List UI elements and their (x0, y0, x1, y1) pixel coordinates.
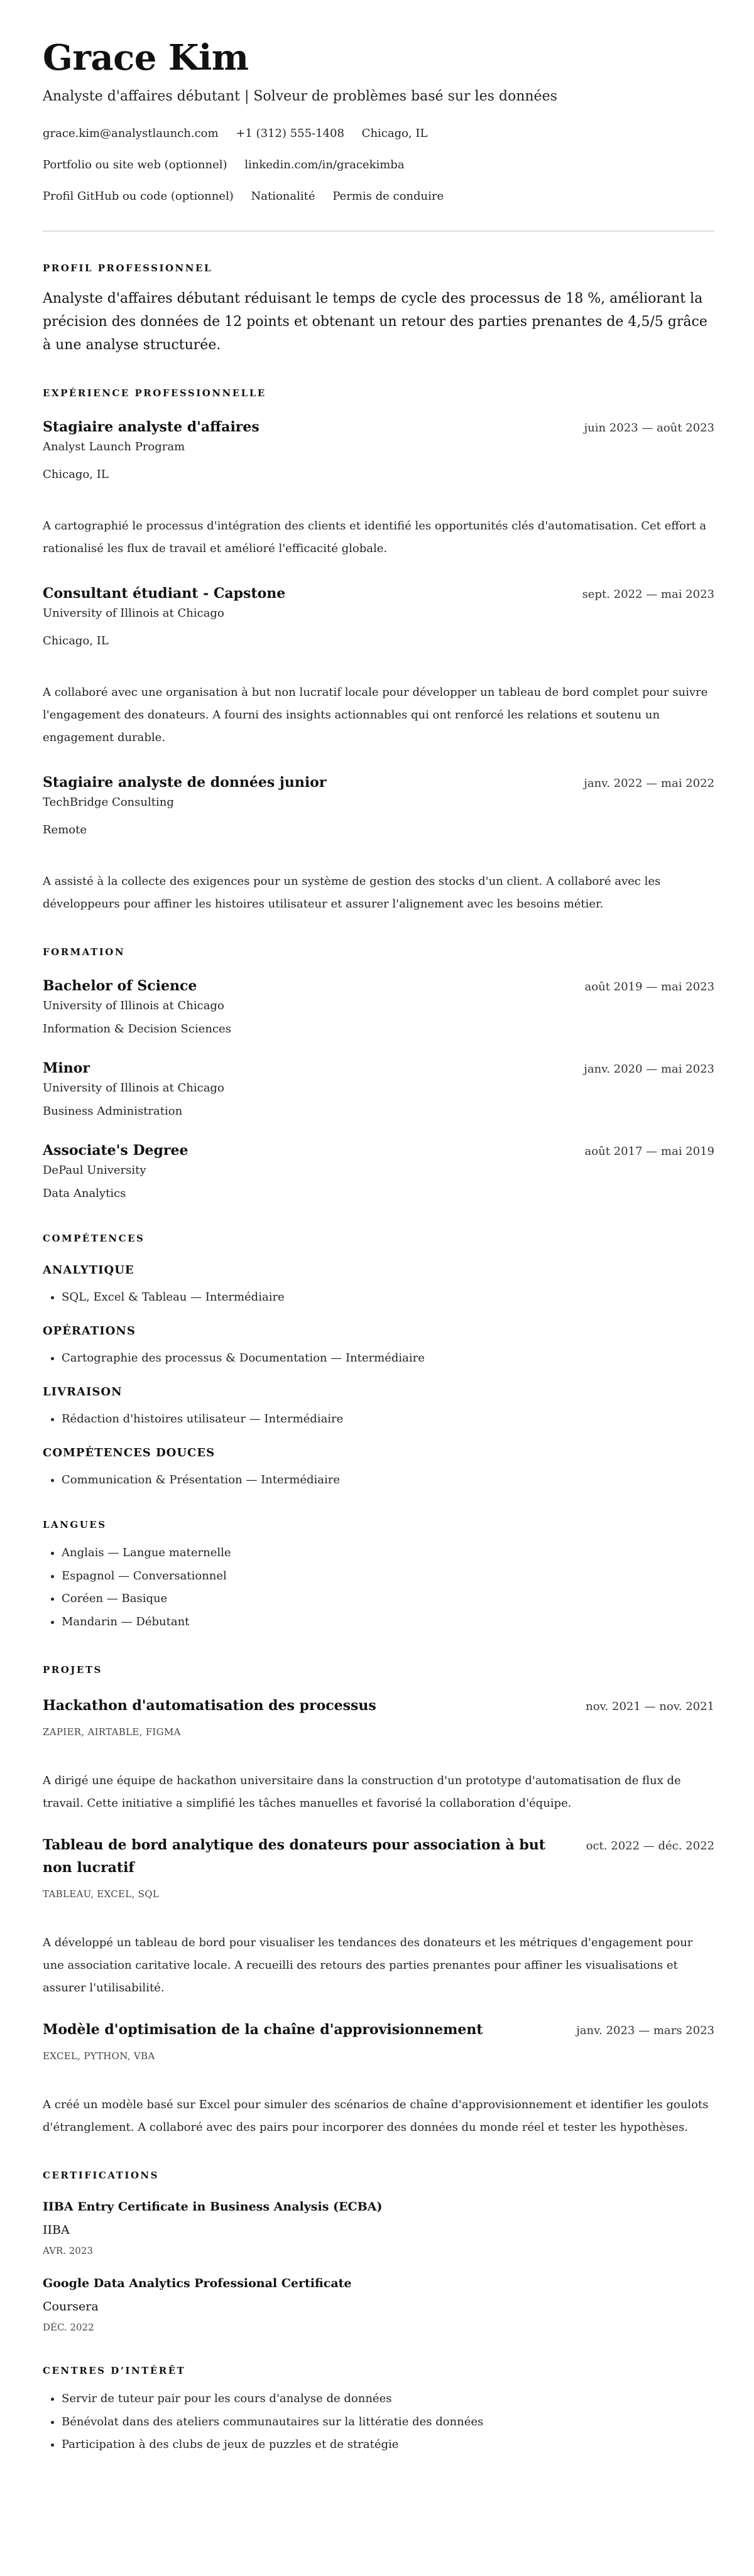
certification-entry (43, 2275, 714, 2334)
education-section (43, 946, 714, 1202)
contact-row (43, 149, 714, 181)
experience-section (43, 387, 714, 916)
certification-issuer: Coursera (43, 2300, 99, 2314)
certification-date: AVR. 2023 (43, 2245, 93, 2256)
project-dates: oct. 2022 — déc. 2022 (586, 1839, 714, 1853)
school: University of Illinois at Chicago (43, 1081, 224, 1095)
job-dates: sept. 2022 — mai 2023 (582, 588, 714, 601)
section-heading: EXPÉRIENCE PROFESSIONNELLE (43, 387, 266, 399)
skill-category: LIVRAISON (43, 1385, 123, 1399)
project-description: A créé un modèle basé sur Excel pour simuler des scénarios de chaîne d'approvisionnement et identifier les goulots d'étranglement. A collaboré avec des pairs pour incorporer des données du monde réel et tester les hypothèses. (43, 2098, 709, 2134)
education-dates: août 2017 — mai 2019 (584, 1145, 714, 1158)
degree: Minor (43, 1060, 90, 1076)
project-title: Tableau de bord analytique des donateurs pour association à but non lucratif (43, 1837, 545, 1876)
interest-item: • Bénévolat dans des ateliers communautaires sur la littératie des données (62, 2411, 714, 2434)
school: DePaul University (43, 1164, 146, 1177)
project-entry (43, 1834, 714, 2000)
linkedin-link: linkedin.com/in/gracekimba (244, 158, 405, 171)
certification-title: IIBA Entry Certificate in Business Analysis (ECBA) (43, 2200, 383, 2214)
skill-category: COMPÉTENCES DOUCES (43, 1446, 216, 1459)
interests-section (43, 2364, 714, 2457)
field-of-study: Business Administration (43, 1105, 183, 1118)
interest-item: • Participation à des clubs de jeux de puzzles et de stratégie (62, 2433, 714, 2457)
project-entry (43, 1694, 714, 1815)
drivers-license: Permis de conduire (332, 190, 444, 203)
project-dates: nov. 2021 — nov. 2021 (586, 1700, 714, 1713)
company: Analyst Launch Program (43, 440, 185, 453)
education-entry (43, 1141, 714, 1202)
language-item: • Mandarin — Débutant (62, 1611, 714, 1634)
header-divider (43, 230, 714, 232)
job-location: Chicago, IL (43, 634, 109, 647)
location: Chicago, IL (361, 127, 428, 140)
skill-item: • Communication & Présentation — Intermédiaire (62, 1472, 714, 1488)
summary-text: Analyste d'affaires débutant réduisant le temps de cycle des processus de 18 %, améliorant la précision des données de 12 points et obtenant un retour des parties prenantes de 4,5/5 grâce à une analyse structurée. (43, 291, 708, 353)
skill-item: • SQL, Excel & Tableau — Intermédiaire (62, 1289, 714, 1306)
project-tech: EXCEL, PYTHON, VBA (43, 2050, 155, 2062)
phone: +1 (312) 555-1408 (236, 127, 344, 140)
language-item: • Espagnol — Conversationnel (62, 1565, 714, 1588)
project-tech: ZAPIER, AIRTABLE, FIGMA (43, 1726, 181, 1738)
project-entry (43, 2018, 714, 2139)
language-item: • Anglais — Langue maternelle (62, 1542, 714, 1565)
skill-item: • Cartographie des processus & Documentation — Intermédiaire (62, 1350, 714, 1366)
project-tech: TABLEAU, EXCEL, SQL (43, 1888, 160, 1900)
job-description: A assisté à la collecte des exigences pour un système de gestion des stocks d'un client. A collaboré avec les développeurs pour affiner les histoires utilisateur et assurer l'alignement avec les besoins métier. (43, 875, 661, 911)
certification-issuer: IIBA (43, 2223, 70, 2237)
experience-entry (43, 773, 714, 916)
field-of-study: Information & Decision Sciences (43, 1022, 231, 1036)
education-dates: août 2019 — mai 2023 (584, 980, 714, 993)
headline: Analyste d'affaires débutant | Solveur de problèmes basé sur les données (43, 89, 557, 104)
field-of-study: Data Analytics (43, 1187, 126, 1200)
experience-entry (43, 418, 714, 560)
job-dates: juin 2023 — août 2023 (584, 421, 714, 435)
section-heading: LANGUES (43, 1519, 107, 1530)
contact-row (43, 181, 714, 212)
language-item: • Coréen — Basique (62, 1588, 714, 1611)
job-description: A cartographié le processus d'intégration des clients et identifié les opportunités clés d'automatisation. Cet effort a rationalisé les flux de travail et amélioré l'efficacité globale. (43, 519, 707, 555)
interest-item: • Servir de tuteur pair pour les cours d'analyse de données (62, 2388, 714, 2411)
degree: Bachelor of Science (43, 978, 197, 994)
education-entry (43, 977, 714, 1037)
project-title: Modèle d'optimisation de la chaîne d'approvisionnement (43, 2021, 483, 2038)
skill-category: OPÉRATIONS (43, 1324, 136, 1338)
contact-row (43, 118, 714, 149)
skill-item: • Rédaction d'histoires utilisateur — Intermédiaire (62, 1411, 714, 1427)
degree: Associate's Degree (43, 1142, 188, 1159)
section-heading: COMPÉTENCES (43, 1233, 145, 1244)
section-heading: PROFIL PROFESSIONNEL (43, 262, 212, 274)
education-entry (43, 1059, 714, 1120)
skills-section (43, 1232, 714, 1488)
summary-section (43, 262, 714, 357)
portfolio-link: Portfolio ou site web (optionnel) (43, 158, 227, 171)
email: grace.kim@analystlaunch.com (43, 127, 219, 140)
projects-section (43, 1664, 714, 2139)
section-heading: FORMATION (43, 946, 126, 958)
project-description: A développé un tableau de bord pour visualiser les tendances des donateurs et les métriques d'engagement pour une association caritative locale. A recueilli des retours des parties prenantes pour affiner les visualisations et assurer l'utilisabilité. (43, 1936, 693, 1994)
certifications-section (43, 2169, 714, 2334)
certification-date: DÉC. 2022 (43, 2322, 94, 2333)
project-description: A dirigé une équipe de hackathon universitaire dans la construction d'un prototype d'automatisation de flux de travail. Cette initiative a simplifié les tâches manuelles et favorisé la collaboration d'équipe. (43, 1774, 681, 1810)
job-title: Consultant étudiant - Capstone (43, 585, 286, 602)
job-dates: janv. 2022 — mai 2022 (584, 777, 714, 790)
certification-entry (43, 2198, 714, 2258)
project-dates: janv. 2023 — mars 2023 (576, 2024, 714, 2037)
languages-section (43, 1518, 714, 1633)
experience-entry (43, 584, 714, 749)
job-title: Stagiaire analyste d'affaires (43, 419, 260, 435)
job-title: Stagiaire analyste de données junior (43, 774, 327, 791)
job-location: Remote (43, 823, 87, 836)
nationality: Nationalité (251, 190, 315, 203)
project-title: Hackathon d'automatisation des processus (43, 1697, 376, 1714)
school: University of Illinois at Chicago (43, 999, 224, 1012)
section-heading: CENTRES D’INTÉRÊT (43, 2365, 186, 2376)
section-heading: CERTIFICATIONS (43, 2170, 159, 2181)
company: University of Illinois at Chicago (43, 607, 224, 620)
github-link: Profil GitHub ou code (optionnel) (43, 190, 234, 203)
certification-title: Google Data Analytics Professional Certificate (43, 2276, 352, 2290)
company: TechBridge Consulting (43, 796, 174, 809)
job-description: A collaboré avec une organisation à but non lucratif locale pour développer un tableau de bord complet pour suivre l'engagement des donateurs. A fourni des insights actionnables qui ont renforcé les relations et soutenu un engagement durable. (43, 686, 708, 744)
skill-category: ANALYTIQUE (43, 1264, 134, 1277)
candidate-name: Grace Kim (43, 37, 249, 78)
resume-header (43, 37, 714, 212)
education-dates: janv. 2020 — mai 2023 (584, 1063, 714, 1076)
job-location: Chicago, IL (43, 468, 109, 481)
section-heading: PROJETS (43, 1664, 102, 1675)
